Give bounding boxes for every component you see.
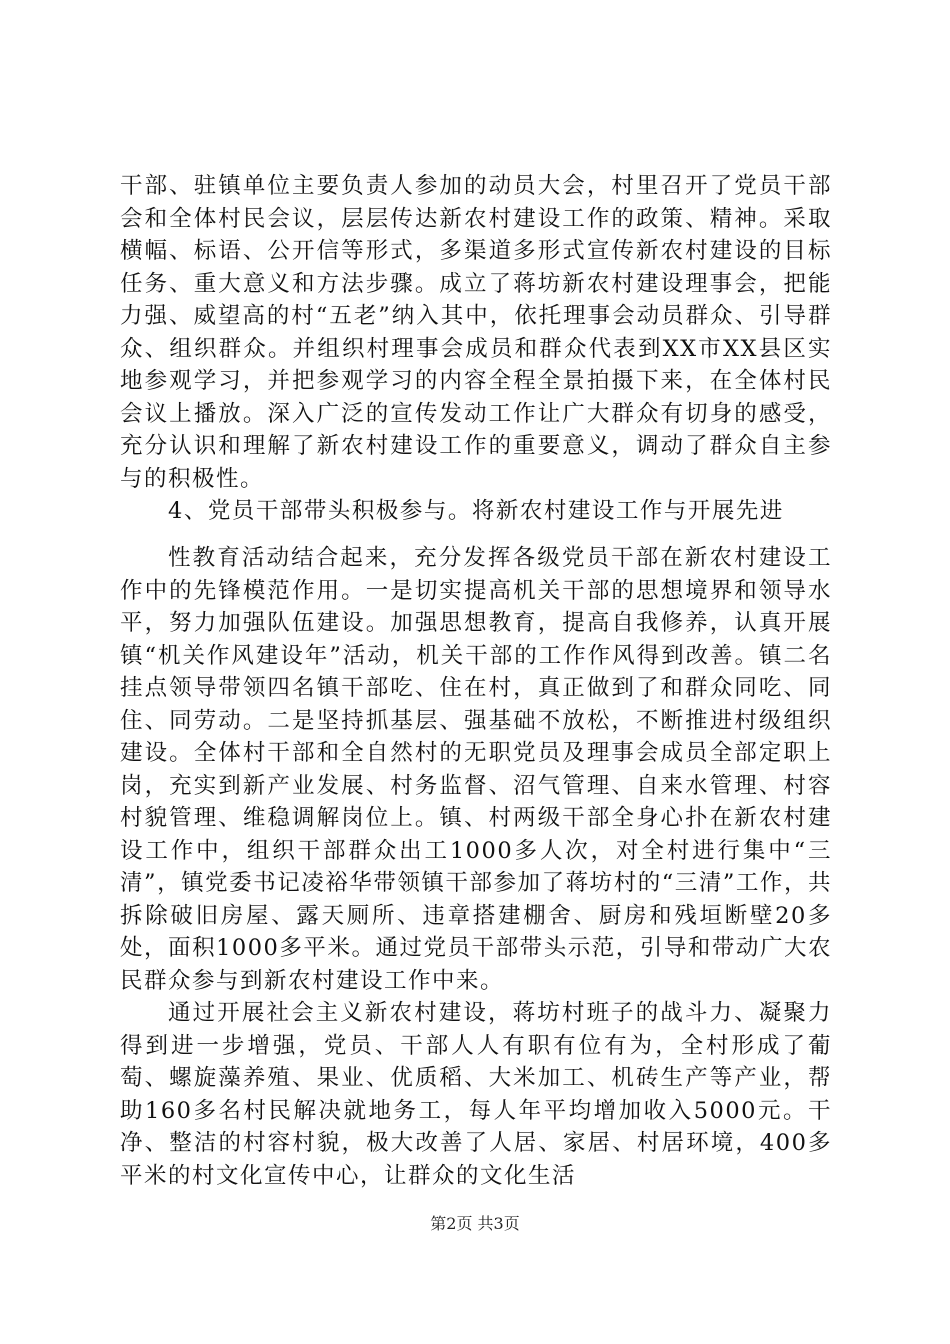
paragraph-continuation: 干部、驻镇单位主要负责人参加的动员大会，村里召开了党员干部会和全体村民会议，层层传达新农村建设工作的政策、精神。采取横幅、标语、公开信等形式，多渠道多形式宣传新农村建设的目标任务、重大意义和方法步骤。成立了蒋坊新农村建设理事会，把能力强、威望高的村“五老”纳入其中，依托理事会动员群众、引导群众、组织群众。并组织村理事会成员和群众代表到XX市XX县区实地参观学习，并把参观学习的内容全程全景拍摄下来，在全体村民会议上播放。深入广泛的宣传发动工作让广大群众有切身的感受，充分认识和理解了新农村建设工作的重要意义，调动了群众自主参与的积极性。 [120, 173, 832, 492]
text-block-top [120, 170, 832, 528]
paragraph-party-members: 性教育活动结合起来，充分发挥各级党员干部在新农村建设工作中的先锋模范作用。一是切实提高机关干部的思想境界和领导水平，努力加强队伍建设。加强思想教育，提高自我修养，认真开展镇“机关作风建设年”活动，机关干部的工作作风得到改善。镇二名挂点领导带领四名镇干部吃、住在村，真正做到了和群众同吃、同住、同劳动。二是坚持抓基层、强基础不放松，不断推进村级组织建设。全体村干部和全自然村的无职党员及理事会成员全部定职上岗，充实到新产业发展、村务监督、沼气管理、自来水管理、村容村貌管理、维稳调解岗位上。镇、村两级干部全身心扑在新农村建设工作中，组织干部群众出工1000多人次，对全村进行集中“三清”，镇党委书记凌裕华带领镇干部参加了蒋坊村的“三清”工作，共拆除破旧房屋、露天厕所、违章搭建棚舍、厨房和残垣断壁20多处，面积1000多平米。通过党员干部带头示范，引导和带动广大农民群众参与到新农村建设工作中来。 [120, 545, 832, 994]
text-block-bottom [120, 542, 832, 1192]
paragraph-section-4-heading: 4、党员干部带头积极参与。将新农村建设工作与开展先进 [168, 498, 784, 524]
page-footer: 第2页 共3页 [430, 1214, 520, 1233]
paragraph-results: 通过开展社会主义新农村建设，蒋坊村班子的战斗力、凝聚力得到进一步增强，党员、干部人人有职有位有为，全村形成了葡萄、螺旋藻养殖、果业、优质稻、大米加工、机砖生产等产业，帮助160多名村民解决就地务工，每人年平均增加收入5000元。干净、整洁的村容村貌，极大改善了人居、家居、村居环境，400多平米的村文化宣传中心，让群众的文化生活 [120, 1000, 832, 1189]
